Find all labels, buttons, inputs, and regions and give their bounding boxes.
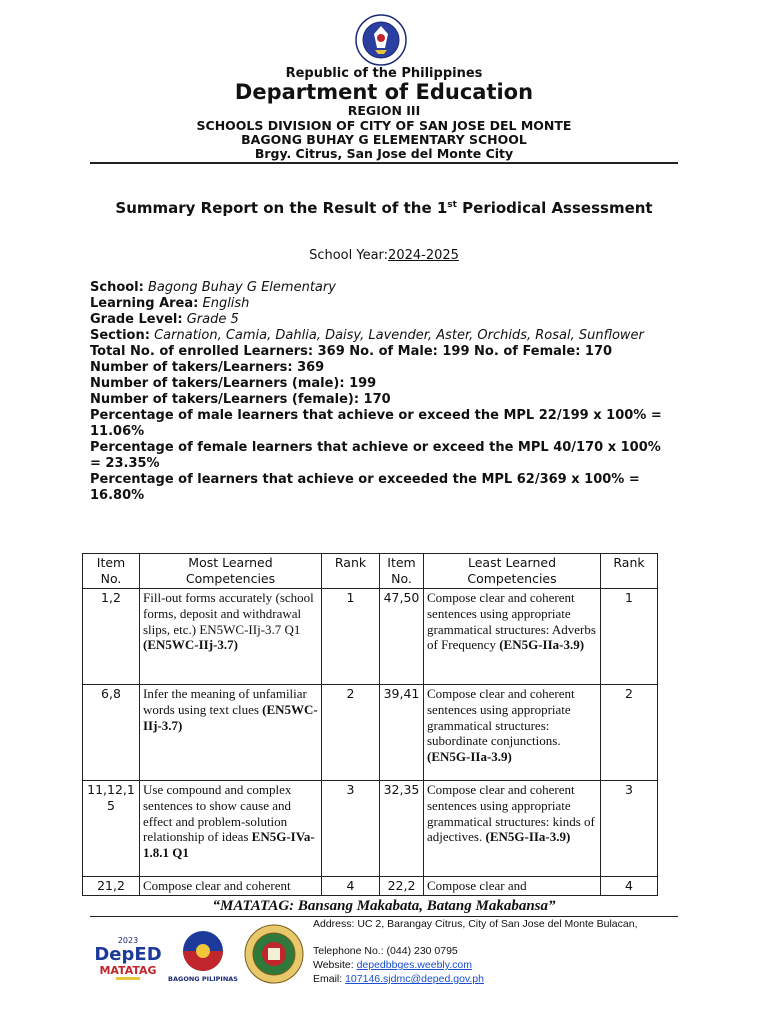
report-title: Summary Report on the Result of the 1st Periodical Assessment	[115, 199, 653, 217]
competencies-table	[82, 553, 658, 896]
table-row	[83, 589, 658, 685]
item-cell-2: 22,2	[380, 877, 424, 896]
division-heading: SCHOOLS DIVISION OF CITY OF SAN JOSE DEL MONTE	[196, 118, 572, 133]
pct-all-line: Percentage of learners that achieve or exceeded the MPL 62/369 x 100% = 16.80%	[90, 472, 640, 503]
footer-contacts	[313, 944, 484, 986]
takers-female-line: Number of takers/Learners (female): 170	[90, 392, 391, 407]
svg-text:2023: 2023	[117, 936, 139, 945]
enrolled-line: Total No. of enrolled Learners: 369 No. of Male: 199 No. of Female: 170	[90, 344, 613, 359]
rank-cell: 1	[322, 589, 380, 685]
takers-male-line: Number of takers/Learners (male): 199	[90, 376, 377, 391]
website-link[interactable]: depedbbges.weebly.com	[356, 959, 472, 971]
item-cell: 1,2	[83, 589, 140, 685]
rank-cell-2: 1	[601, 589, 658, 685]
item-cell: 11,12,15	[83, 781, 140, 877]
footer-email: Email: 107146.sjdmc@deped.gov.ph	[313, 973, 484, 985]
rank-cell-2: 4	[601, 877, 658, 896]
least-learned-cell: Compose clear and coherent sentences using appropriate grammatical structures: kinds of adjectives. (EN5G-IIa-3.9)	[424, 781, 601, 877]
school-line: School: Bagong Buhay G Elementary	[90, 280, 336, 295]
learning-area-line: Learning Area: English	[90, 296, 250, 311]
svg-text:MATATAG: MATATAG	[99, 964, 157, 977]
table-row	[83, 877, 658, 896]
least-learned-cell: Compose clear and	[424, 877, 601, 896]
rank-cell: 2	[322, 685, 380, 781]
footer-divider	[90, 916, 678, 917]
rank-cell-2: 3	[601, 781, 658, 877]
rank-cell-2: 2	[601, 685, 658, 781]
least-learned-cell: Compose clear and coherent sentences using appropriate grammatical structures: subordinate conjunctions. (EN5G-IIa-3.9)	[424, 685, 601, 781]
item-cell-2: 32,35	[380, 781, 424, 877]
region-heading: REGION III	[347, 103, 421, 118]
school-logo	[244, 924, 304, 984]
item-cell-2: 47,50	[380, 589, 424, 685]
header-most-learned: Most Learned Competencies	[140, 554, 322, 589]
table-row	[83, 781, 658, 877]
school-heading: BAGONG BUHAY G ELEMENTARY SCHOOL	[241, 132, 527, 147]
item-cell: 6,8	[83, 685, 140, 781]
bagong-pilipinas-logo	[168, 928, 238, 984]
most-learned-cell: Fill-out forms accurately (school forms, deposit and withdrawal slips, etc.) EN5WC-IIj-3.7 Q1 (EN5WC-IIj-3.7)	[140, 589, 322, 685]
pct-male-line: Percentage of male learners that achieve or exceed the MPL 22/199 x 100% = 11.06%	[90, 408, 662, 439]
most-learned-cell: Infer the meaning of unfamiliar words using text clues (EN5WC-IIj-3.7)	[140, 685, 322, 781]
header-item-2: Item No.	[380, 554, 424, 589]
takers-line: Number of takers/Learners: 369	[90, 360, 325, 375]
school-year: School Year:2024-2025	[309, 248, 459, 263]
pct-female-line: Percentage of female learners that achieve or exceed the MPL 40/170 x 100% = 23.35%	[90, 440, 661, 471]
header-least-learned: Least Learned Competencies	[424, 554, 601, 589]
rank-cell: 3	[322, 781, 380, 877]
least-learned-cell: Compose clear and coherent sentences using appropriate grammatical structures: Adverbs of Frequency (EN5G-IIa-3.9)	[424, 589, 601, 685]
svg-text:DepED: DepED	[94, 944, 162, 965]
republic-heading: Republic of the Philippines	[285, 66, 483, 81]
footer-phone: Telephone No.: (044) 230 0795	[313, 945, 458, 957]
section-line: Section: Carnation, Camia, Dahlia, Daisy, Lavender, Aster, Orchids, Rosal, Sunflower	[90, 328, 644, 343]
most-learned-cell: Compose clear and coherent	[140, 877, 322, 896]
item-cell: 21,2	[83, 877, 140, 896]
item-cell-2: 39,41	[380, 685, 424, 781]
deped-matatag-logo	[90, 930, 166, 984]
address-heading: Brgy. Citrus, San Jose del Monte City	[254, 146, 514, 161]
header-rank: Rank	[322, 554, 380, 589]
header-item: Item No.	[83, 554, 140, 589]
footer-address: Address: UC 2, Barangay Citrus, City of San Jose del Monte Bulacan,	[313, 918, 638, 930]
department-heading: Department of Education	[234, 80, 534, 104]
table-header-row	[83, 554, 658, 589]
footer-website: Website: depedbbges.weebly.com	[313, 959, 472, 971]
rank-cell: 4	[322, 877, 380, 896]
svg-text:BAGONG PILIPINAS: BAGONG PILIPINAS	[168, 975, 238, 983]
grade-level-line: Grade Level: Grade 5	[90, 312, 239, 327]
most-learned-cell: Use compound and complex sentences to show cause and effect and problem-solution relationship of ideas EN5G-IVa-1.8.1 Q1	[140, 781, 322, 877]
table-row	[83, 685, 658, 781]
motto: “MATATAG: Bansang Makabata, Batang Makabansa”	[212, 898, 556, 914]
header-rank-2: Rank	[601, 554, 658, 589]
email-link[interactable]: 107146.sjdmc@deped.gov.ph	[345, 973, 484, 985]
